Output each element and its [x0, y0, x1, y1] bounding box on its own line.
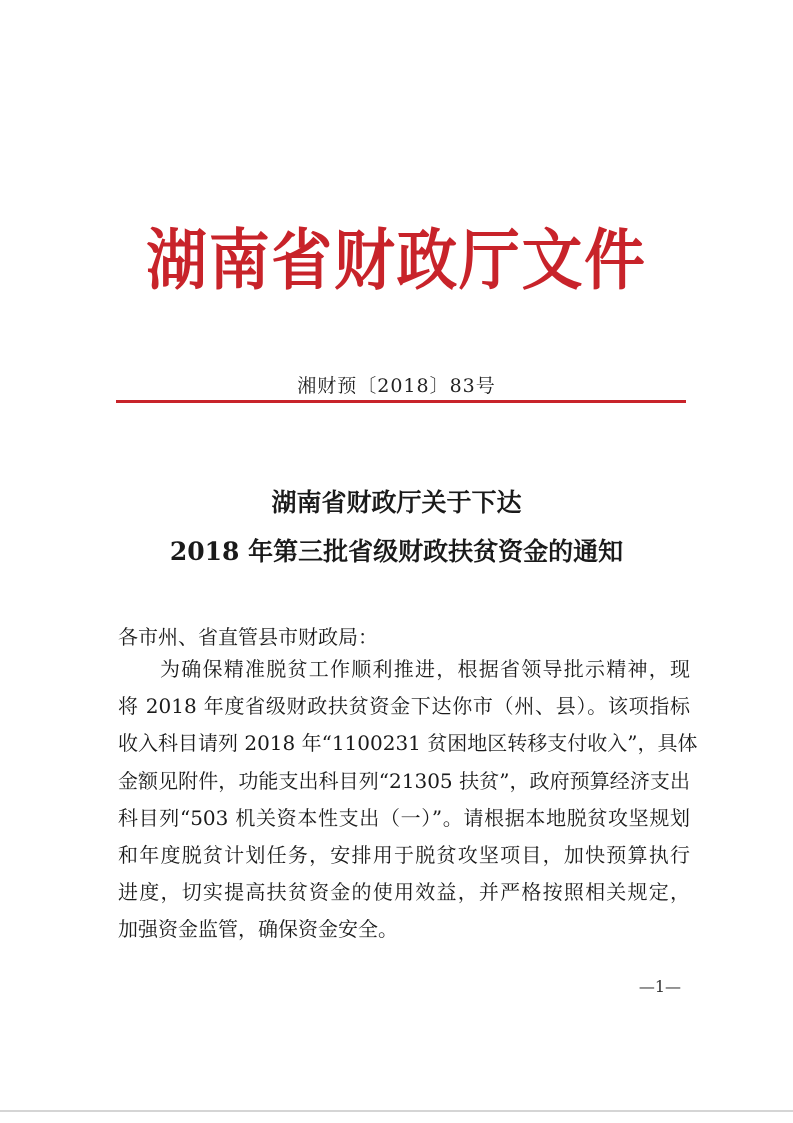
body-line: 金额见附件，功能支出科目列“21305 扶贫”，政府预算经济支出 [118, 768, 690, 793]
body-paragraph [118, 651, 698, 949]
document-title [0, 478, 793, 576]
body-line: 将 2018 年度省级财政扶贫资金下达你市（州、县）。该项指标 [118, 694, 690, 719]
document-number: 湘财预〔2018〕83号 [297, 375, 496, 397]
salutation: 各市州、省直管县市财政局： [118, 625, 378, 649]
footer-divider [0, 1110, 793, 1112]
body-line: 科目列“503 机关资本性支出（一）”。请根据本地脱贫攻坚规划 [118, 805, 690, 830]
page-number: —1— [638, 977, 681, 996]
document-header-title: 湖南省财政厅文件 [146, 222, 647, 299]
body-line: 和年度脱贫计划任务，安排用于脱贫攻坚项目，加快预算执行 [118, 842, 690, 867]
body-line: 收入科目请列 2018 年“1100231 贫困地区转移支付收入”，具体 [118, 731, 698, 756]
body-line: 为确保精准脱贫工作顺利推进，根据省领导批示精神，现 [160, 657, 690, 681]
body-line: 加强资金监管，确保资金安全。 [118, 917, 398, 942]
document-title-line: 湖南省财政厅关于下达 [271, 488, 522, 517]
document-title-line: 2018 年第三批省级财政扶贫资金的通知 [169, 537, 624, 566]
red-divider [116, 400, 686, 403]
body-line: 进度，切实提高扶贫资金的使用效益，并严格按照相关规定， [118, 880, 690, 905]
